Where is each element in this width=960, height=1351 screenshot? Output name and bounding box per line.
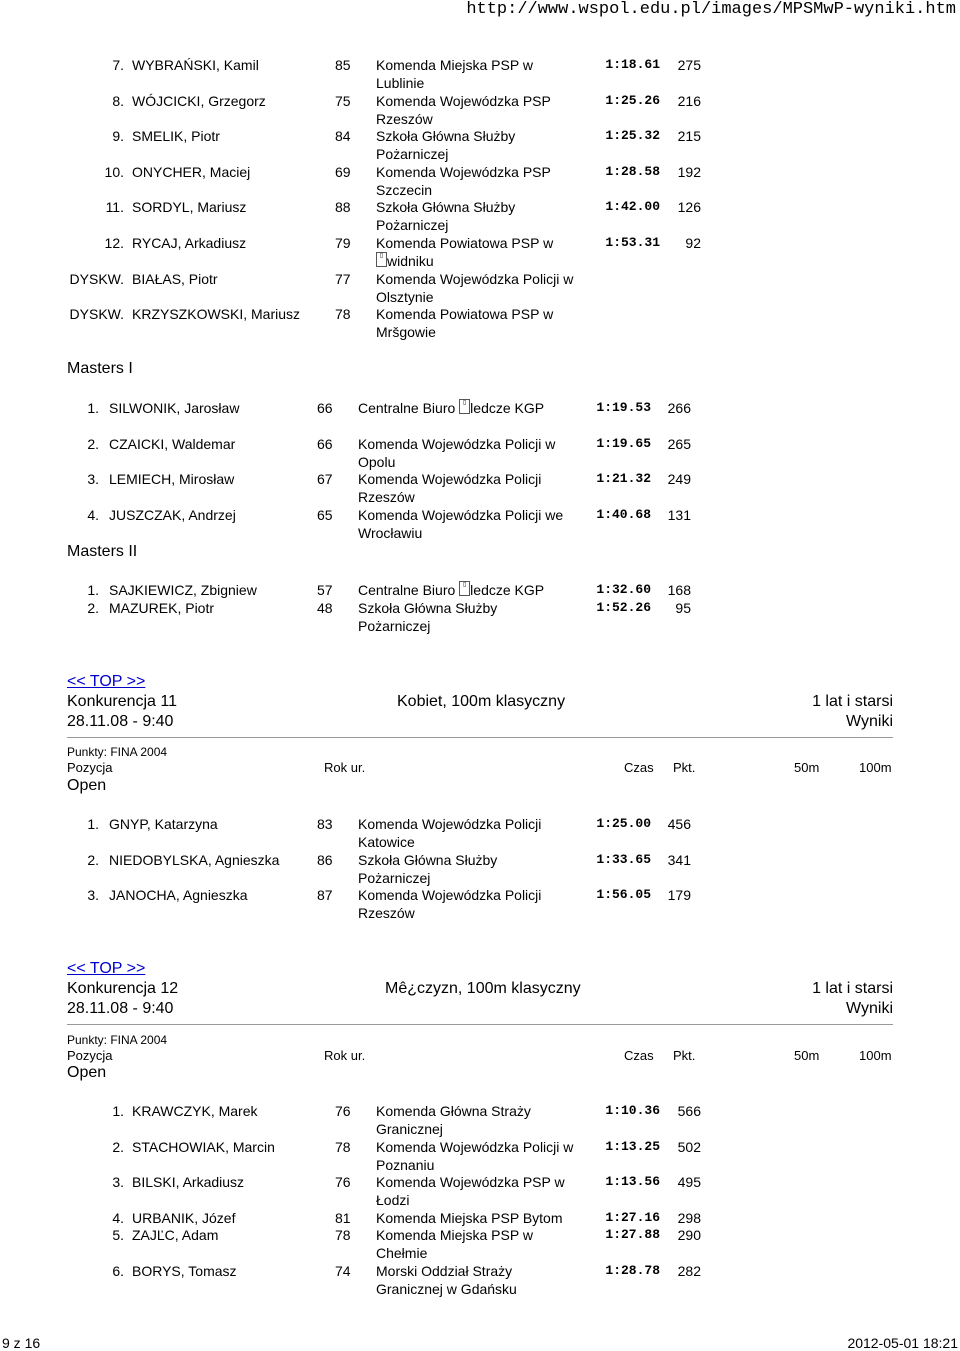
athlete-name: WYBRAŃSKI, Kamil bbox=[132, 57, 259, 73]
result-position: 3. bbox=[112, 1174, 124, 1190]
athlete-name: JUSZCZAK, Andrzej bbox=[109, 506, 236, 523]
birth-year: 84 bbox=[335, 128, 351, 145]
institution: Komenda Główna Straży bbox=[376, 1103, 531, 1119]
result-position: 5. bbox=[112, 1227, 124, 1243]
result-position: 8. bbox=[112, 92, 124, 109]
birth-year: 65 bbox=[317, 506, 333, 523]
result-position: 11. bbox=[105, 199, 124, 216]
institution: Komenda Miejska PSP w bbox=[376, 57, 533, 73]
birth-year: 78 bbox=[335, 1227, 351, 1243]
divider bbox=[67, 1024, 893, 1025]
result-position: 1. bbox=[87, 816, 99, 832]
institution: Komenda Wojewódzka Policji w bbox=[376, 1139, 574, 1155]
institution-cont: Opolu bbox=[358, 453, 396, 470]
birth-year: 67 bbox=[317, 471, 333, 487]
institution-cont: Mršgowie bbox=[376, 324, 436, 341]
event-name: Mê¿czyzn, 100m klasyczny bbox=[385, 980, 581, 997]
institution: Komenda Miejska PSP Bytom bbox=[376, 1210, 563, 1226]
institution: Komenda Wojewódzka Policji we bbox=[358, 506, 564, 523]
result-row bbox=[0, 56, 960, 92]
athlete-name: SAJKIEWICZ, Zbigniew bbox=[109, 582, 257, 598]
result-time: 1:27.16 bbox=[605, 1210, 660, 1225]
athlete-name: BILSKI, Arkadiusz bbox=[132, 1174, 245, 1190]
birth-year: 57 bbox=[317, 582, 333, 598]
page-counter: 9 z 16 bbox=[2, 1335, 41, 1351]
col-100m: 100m bbox=[859, 1048, 892, 1063]
institution-cont: Pożarniczej bbox=[376, 146, 449, 163]
result-points: 266 bbox=[667, 400, 691, 416]
result-points: 282 bbox=[677, 1263, 701, 1279]
institution: Szkoła Główna Służby bbox=[358, 599, 498, 616]
institution: Centralne Biuro ▯ ledcze KGP bbox=[358, 582, 545, 598]
result-row bbox=[0, 1262, 960, 1298]
athlete-name: ONYCHER, Maciej bbox=[132, 163, 251, 180]
athlete-name: STACHOWIAK, Marcin bbox=[132, 1139, 275, 1155]
result-time: 1:25.26 bbox=[605, 92, 660, 108]
result-row bbox=[0, 815, 960, 851]
missing-glyph-icon: ▯ bbox=[376, 252, 387, 267]
athlete-name: URBANIK, Józef bbox=[132, 1210, 236, 1226]
results-label: Wyniki bbox=[846, 713, 893, 730]
birth-year: 81 bbox=[335, 1210, 351, 1226]
result-time: 1:21.32 bbox=[596, 471, 651, 486]
result-points: 265 bbox=[667, 435, 691, 452]
institution-cont: Chełmie bbox=[376, 1245, 428, 1261]
result-position: 1. bbox=[87, 582, 99, 598]
athlete-name: KRAWCZYK, Marek bbox=[132, 1103, 258, 1119]
age-group: 1 lat i starsi bbox=[812, 693, 893, 710]
col-50m: 50m bbox=[794, 760, 820, 775]
athlete-name: BORYS, Tomasz bbox=[132, 1263, 237, 1279]
result-points: 341 bbox=[667, 851, 691, 868]
athlete-name: MAZUREK, Piotr bbox=[109, 599, 215, 616]
institution-cont: Wrocławiu bbox=[358, 524, 423, 541]
institution-cont: Pożarniczej bbox=[358, 617, 431, 634]
birth-year: 66 bbox=[317, 400, 333, 416]
birth-year: 76 bbox=[335, 1174, 351, 1190]
event-date: 28.11.08 - 9:40 bbox=[67, 1000, 174, 1017]
institution: Komenda Wojewódzka Policji w bbox=[358, 435, 556, 452]
result-points: 249 bbox=[667, 471, 691, 487]
result-points: 95 bbox=[675, 599, 691, 616]
top-link[interactable]: << TOP >> bbox=[67, 673, 146, 690]
result-row bbox=[0, 886, 960, 922]
result-points: 92 bbox=[685, 235, 701, 251]
birth-year: 87 bbox=[317, 887, 333, 903]
result-time: 1:42.00 bbox=[605, 199, 660, 215]
col-points: Pkt. bbox=[673, 1048, 696, 1063]
athlete-name: WÓJCICKI, Grzegorz bbox=[132, 92, 266, 109]
result-row bbox=[0, 270, 960, 306]
col-50m: 50m bbox=[794, 1048, 820, 1063]
col-100m: 100m bbox=[859, 760, 892, 775]
result-time: 1:19.65 bbox=[596, 435, 651, 451]
result-row bbox=[0, 163, 960, 199]
result-points: 179 bbox=[667, 887, 691, 903]
result-time: 1:25.32 bbox=[605, 128, 660, 144]
result-time: 1:13.56 bbox=[605, 1174, 660, 1189]
competition-title: Konkurencja 11 bbox=[67, 693, 177, 710]
institution-cont: Rzeszów bbox=[376, 110, 433, 127]
result-row bbox=[0, 851, 960, 887]
result-row bbox=[0, 506, 960, 542]
result-points: 456 bbox=[667, 816, 691, 832]
athlete-name: CZAICKI, Waldemar bbox=[109, 435, 236, 452]
birth-year: 85 bbox=[335, 57, 351, 73]
col-year: Rok ur. bbox=[324, 760, 366, 775]
institution: Centralne Biuro ▯ ledcze KGP bbox=[358, 400, 545, 416]
result-time: 1:28.78 bbox=[605, 1263, 660, 1278]
event-name: Kobiet, 100m klasyczny bbox=[397, 693, 566, 710]
top-link[interactable]: << TOP >> bbox=[67, 960, 146, 977]
col-position: Pozycja bbox=[67, 1048, 113, 1063]
result-row bbox=[0, 399, 960, 435]
result-row bbox=[0, 305, 960, 341]
institution: Komenda Wojewódzka PSP bbox=[376, 92, 551, 109]
missing-glyph-icon: ▯ bbox=[459, 581, 470, 596]
institution-cont: Pożarniczej bbox=[376, 217, 449, 234]
institution-cont: Granicznej w Gdańsku bbox=[376, 1281, 517, 1297]
divider bbox=[67, 737, 893, 738]
institution: Szkoła Główna Służby bbox=[376, 128, 516, 145]
birth-year: 77 bbox=[335, 270, 351, 287]
birth-year: 83 bbox=[317, 816, 333, 832]
institution: Komenda Miejska PSP w bbox=[376, 1227, 533, 1243]
birth-year: 79 bbox=[335, 235, 351, 251]
result-time: 1:28.58 bbox=[605, 163, 660, 179]
result-time: 1:13.25 bbox=[605, 1139, 660, 1154]
result-position: 4. bbox=[112, 1210, 124, 1226]
result-points: 131 bbox=[667, 506, 691, 523]
page-url: http://www.wspol.edu.pl/images/MPSMwP-wyniki.htm bbox=[466, 0, 956, 19]
result-position: 3. bbox=[87, 471, 99, 487]
result-time: 1:19.53 bbox=[596, 400, 651, 415]
birth-year: 78 bbox=[335, 306, 351, 323]
athlete-name: NIEDOBYLSKA, Agnieszka bbox=[109, 851, 280, 868]
result-time: 1:18.61 bbox=[605, 57, 660, 72]
result-row bbox=[0, 234, 960, 270]
birth-year: 69 bbox=[335, 163, 351, 180]
result-points: 495 bbox=[677, 1174, 701, 1190]
athlete-name: RYCAJ, Arkadiusz bbox=[132, 235, 247, 251]
missing-glyph-icon: ▯ bbox=[459, 399, 470, 414]
result-position: 2. bbox=[87, 435, 99, 452]
result-row bbox=[0, 470, 960, 506]
result-points: 126 bbox=[677, 199, 701, 216]
athlete-name: JANOCHA, Agnieszka bbox=[109, 887, 248, 903]
institution-cont: Katowice bbox=[358, 834, 415, 850]
masters-2-title: Masters II bbox=[67, 543, 138, 560]
birth-year: 78 bbox=[335, 1139, 351, 1155]
institution-cont: Szczecin bbox=[376, 181, 433, 198]
event-date: 28.11.08 - 9:40 bbox=[67, 713, 174, 730]
result-time: 1:10.36 bbox=[605, 1103, 660, 1118]
masters-1-title: Masters I bbox=[67, 360, 133, 377]
institution: Morski Oddział Straży bbox=[376, 1263, 513, 1279]
category-open: Open bbox=[67, 777, 107, 794]
birth-year: 75 bbox=[335, 92, 351, 109]
result-position: 2. bbox=[112, 1139, 124, 1155]
result-row bbox=[0, 198, 960, 234]
result-points: 216 bbox=[677, 92, 701, 109]
result-row bbox=[0, 435, 960, 471]
institution-cont: Granicznej bbox=[376, 1121, 443, 1137]
institution-cont: Rzeszów bbox=[358, 489, 415, 505]
result-position: 12. bbox=[104, 235, 124, 251]
institution-cont: ▯ widniku bbox=[376, 252, 434, 270]
result-time: 1:33.65 bbox=[596, 851, 651, 867]
institution-cont: Lublinie bbox=[376, 75, 425, 91]
points-system: Punkty: FINA 2004 bbox=[67, 745, 168, 759]
result-position: DYSKW. bbox=[69, 306, 124, 323]
result-position: 10. bbox=[104, 163, 124, 180]
institution: Komenda Wojewódzka Policji bbox=[358, 887, 542, 903]
result-row bbox=[0, 1102, 960, 1138]
institution-cont: Pożarniczej bbox=[358, 869, 431, 886]
institution: Szkoła Główna Służby bbox=[358, 851, 498, 868]
birth-year: 76 bbox=[335, 1103, 351, 1119]
institution: Komenda Wojewódzka PSP bbox=[376, 163, 551, 180]
competition-title: Konkurencja 12 bbox=[67, 980, 179, 997]
print-datetime: 2012-05-01 18:21 bbox=[847, 1335, 958, 1351]
col-time: Czas bbox=[624, 1048, 654, 1063]
institution: Komenda Wojewódzka Policji bbox=[358, 816, 542, 832]
birth-year: 66 bbox=[317, 435, 333, 452]
result-position: 9. bbox=[112, 128, 124, 145]
institution-cont: Rzeszów bbox=[358, 905, 415, 921]
result-points: 275 bbox=[677, 57, 701, 73]
institution: Komenda Wojewódzka PSP w bbox=[376, 1174, 565, 1190]
points-system: Punkty: FINA 2004 bbox=[67, 1033, 168, 1047]
result-row bbox=[0, 127, 960, 163]
birth-year: 86 bbox=[317, 851, 333, 868]
athlete-name: SMELIK, Piotr bbox=[132, 128, 220, 145]
athlete-name: SORDYL, Mariusz bbox=[132, 199, 247, 216]
institution-cont: Łodzi bbox=[376, 1192, 410, 1208]
result-position: 2. bbox=[87, 599, 99, 616]
institution-cont: Poznaniu bbox=[376, 1157, 435, 1173]
result-points: 298 bbox=[677, 1210, 701, 1226]
result-position: 7. bbox=[112, 57, 124, 73]
result-position: 4. bbox=[87, 506, 99, 523]
athlete-name: KRZYSZKOWSKI, Mariusz bbox=[132, 306, 301, 323]
result-time: 1:56.05 bbox=[596, 887, 651, 902]
athlete-name: BIAŁAS, Piotr bbox=[132, 270, 218, 287]
result-points: 502 bbox=[677, 1139, 701, 1155]
birth-year: 88 bbox=[335, 199, 351, 216]
result-time: 1:52.26 bbox=[596, 599, 651, 615]
col-points: Pkt. bbox=[673, 760, 696, 775]
athlete-name: LEMIECH, Mirosław bbox=[109, 471, 235, 487]
result-points: 168 bbox=[667, 582, 691, 598]
institution: Komenda Wojewódzka Policji bbox=[358, 471, 542, 487]
result-row bbox=[0, 1226, 960, 1262]
institution: Komenda Powiatowa PSP w bbox=[376, 235, 554, 251]
result-time: 1:53.31 bbox=[605, 235, 660, 250]
birth-year: 74 bbox=[335, 1263, 351, 1279]
result-position: 3. bbox=[87, 887, 99, 903]
result-points: 566 bbox=[677, 1103, 701, 1119]
age-group: 1 lat i starsi bbox=[812, 980, 893, 997]
result-position: 2. bbox=[87, 851, 99, 868]
institution: Komenda Wojewódzka Policji w bbox=[376, 270, 574, 287]
results-label: Wyniki bbox=[846, 1000, 893, 1017]
birth-year: 48 bbox=[317, 599, 333, 616]
result-points: 215 bbox=[677, 128, 701, 145]
result-position: 1. bbox=[112, 1103, 124, 1119]
result-row bbox=[0, 1173, 960, 1209]
result-time: 1:27.88 bbox=[605, 1227, 660, 1242]
result-position: DYSKW. bbox=[69, 270, 124, 287]
category-open: Open bbox=[67, 1064, 107, 1081]
result-time: 1:32.60 bbox=[596, 582, 651, 597]
result-row bbox=[0, 92, 960, 128]
col-time: Czas bbox=[624, 760, 654, 775]
institution: Szkoła Główna Służby bbox=[376, 199, 516, 216]
result-points: 192 bbox=[677, 163, 701, 180]
result-position: 6. bbox=[112, 1263, 124, 1279]
athlete-name: SILWONIK, Jarosław bbox=[109, 400, 240, 416]
col-position: Pozycja bbox=[67, 760, 113, 775]
athlete-name: ZAJĽC, Adam bbox=[132, 1227, 219, 1243]
result-time: 1:40.68 bbox=[596, 506, 651, 522]
institution-cont: Olsztynie bbox=[376, 288, 434, 305]
result-row bbox=[0, 599, 960, 635]
result-time: 1:25.00 bbox=[596, 816, 651, 831]
result-row bbox=[0, 1138, 960, 1174]
athlete-name: GNYP, Katarzyna bbox=[109, 816, 218, 832]
institution: Komenda Powiatowa PSP w bbox=[376, 306, 554, 323]
col-year: Rok ur. bbox=[324, 1048, 366, 1063]
result-position: 1. bbox=[87, 400, 99, 416]
result-points: 290 bbox=[677, 1227, 701, 1243]
